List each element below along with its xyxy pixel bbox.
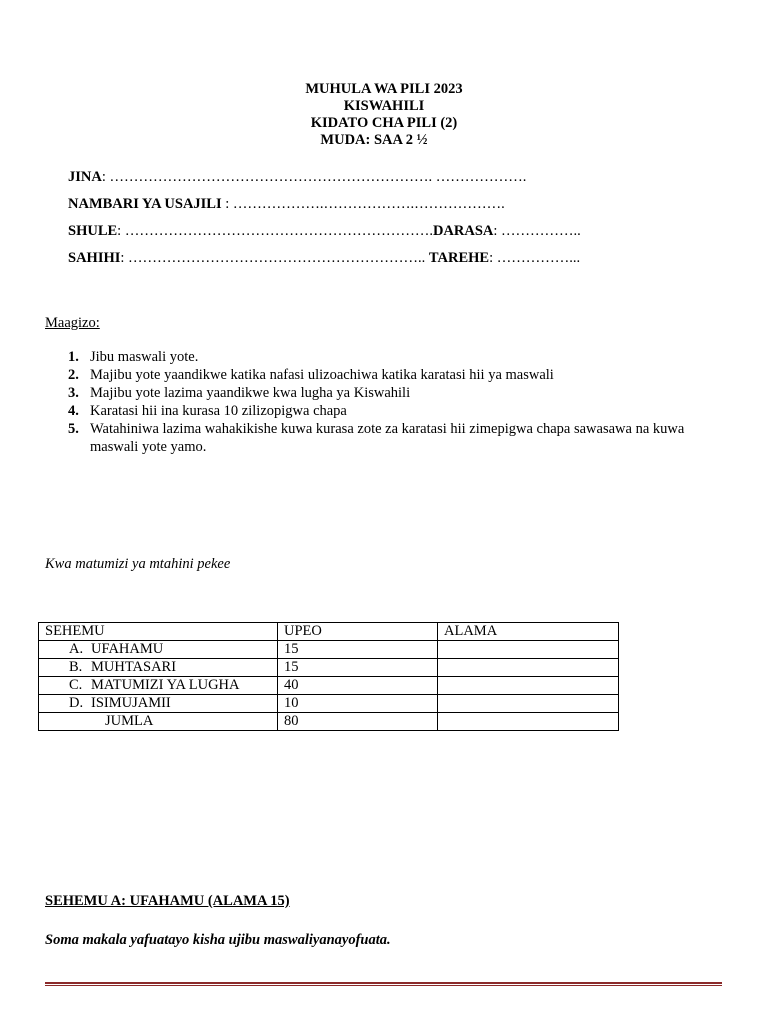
signature-blank[interactable]: : …………………………………………………….. <box>120 250 429 266</box>
registration-field <box>68 196 505 213</box>
instruction-text: Karatasi hii ina kurasa 10 zilizopigwa chapa <box>90 403 347 419</box>
instruction-item <box>68 402 718 420</box>
total-label: JUMLA <box>105 713 154 729</box>
table-row <box>39 659 619 677</box>
date-blank[interactable]: : ……………... <box>489 250 581 266</box>
instruction-item <box>68 420 718 456</box>
section-name: MUHTASARI <box>91 659 177 675</box>
max-cell: 15 <box>278 641 438 659</box>
section-cell <box>39 659 278 677</box>
section-cell <box>39 677 278 695</box>
school-label: SHULE <box>68 223 118 239</box>
total-label-cell <box>39 713 278 731</box>
score-table <box>38 622 619 731</box>
exam-duration: MUDA: SAA 2 ½ <box>320 132 428 148</box>
name-field <box>68 169 526 186</box>
instruction-text: Jibu maswali yote. <box>90 349 199 365</box>
section-a-title: SEHEMU A: UFAHAMU (ALAMA 15) <box>45 893 290 909</box>
instruction-item <box>68 384 718 402</box>
section-name: UFAHAMU <box>91 641 164 657</box>
header-section: SEHEMU <box>39 623 278 641</box>
header-max: UPEO <box>278 623 438 641</box>
instruction-item <box>68 366 718 384</box>
instructions-list <box>68 348 718 456</box>
name-label: JINA <box>68 169 102 185</box>
signature-field <box>68 250 580 267</box>
max-cell: 40 <box>278 677 438 695</box>
exam-form: KIDATO CHA PILI (2) <box>310 115 458 131</box>
section-name: MATUMIZI YA LUGHA <box>91 677 240 693</box>
date-label: TAREHE <box>428 250 490 266</box>
total-marks-cell[interactable] <box>438 713 619 731</box>
registration-blank[interactable]: : ……………….……………….………………. <box>221 196 505 212</box>
max-cell: 10 <box>278 695 438 713</box>
marks-cell[interactable] <box>438 659 619 677</box>
header-marks: ALAMA <box>438 623 619 641</box>
instruction-text: Majibu yote lazima yaandikwe kwa lugha ya Kiswahili <box>90 385 411 401</box>
name-blank[interactable]: : …………………………………………………………. ………………. <box>101 169 527 185</box>
registration-label: NAMBARI YA USAJILI <box>68 196 222 212</box>
instruction-number: 3. <box>68 385 79 401</box>
exam-header <box>0 81 768 149</box>
table-row <box>39 641 619 659</box>
instruction-text: Majibu yote yaandikwe katika nafasi ulizoachiwa katika karatasi hii ya maswali <box>90 367 554 383</box>
table-total-row <box>39 713 619 731</box>
marks-cell[interactable] <box>438 677 619 695</box>
marks-cell[interactable] <box>438 695 619 713</box>
section-letter: D. <box>69 695 84 711</box>
marks-cell[interactable] <box>438 641 619 659</box>
table-row <box>39 695 619 713</box>
table-header-row <box>39 623 619 641</box>
instruction-number: 1. <box>68 349 79 365</box>
school-blank[interactable]: : ………………………………………………………. <box>117 223 433 239</box>
signature-label: SAHIHI <box>68 250 121 266</box>
examiner-use-note: Kwa matumizi ya mtahini pekee <box>45 556 231 572</box>
section-letter: C. <box>69 677 83 693</box>
table-row <box>39 677 619 695</box>
class-label: DARASA <box>432 223 494 239</box>
instruction-number: 5. <box>68 421 79 437</box>
school-field <box>68 223 581 240</box>
exam-subject: KISWAHILI <box>343 98 425 114</box>
total-max-cell: 80 <box>278 713 438 731</box>
footer-rule <box>45 982 722 986</box>
max-cell: 15 <box>278 659 438 677</box>
instructions-heading: Maagizo: <box>45 315 100 331</box>
instruction-text: Watahiniwa lazima wahakikishe kuwa kurasa zote za karatasi hii zimepigwa chapa sawasawa na kuwa maswali yote yamo. <box>90 421 685 455</box>
class-blank[interactable]: : …………….. <box>493 223 581 239</box>
section-letter: A. <box>69 641 84 657</box>
section-a-instruction: Soma makala yafuatayo kisha ujibu maswaliyanayofuata. <box>45 932 391 948</box>
section-cell <box>39 641 278 659</box>
section-name: ISIMUJAMII <box>91 695 171 711</box>
instruction-item <box>68 348 718 366</box>
section-cell <box>39 695 278 713</box>
instruction-number: 4. <box>68 403 79 419</box>
section-letter: B. <box>69 659 83 675</box>
instruction-number: 2. <box>68 367 79 383</box>
exam-term: MUHULA WA PILI 2023 <box>305 81 463 97</box>
